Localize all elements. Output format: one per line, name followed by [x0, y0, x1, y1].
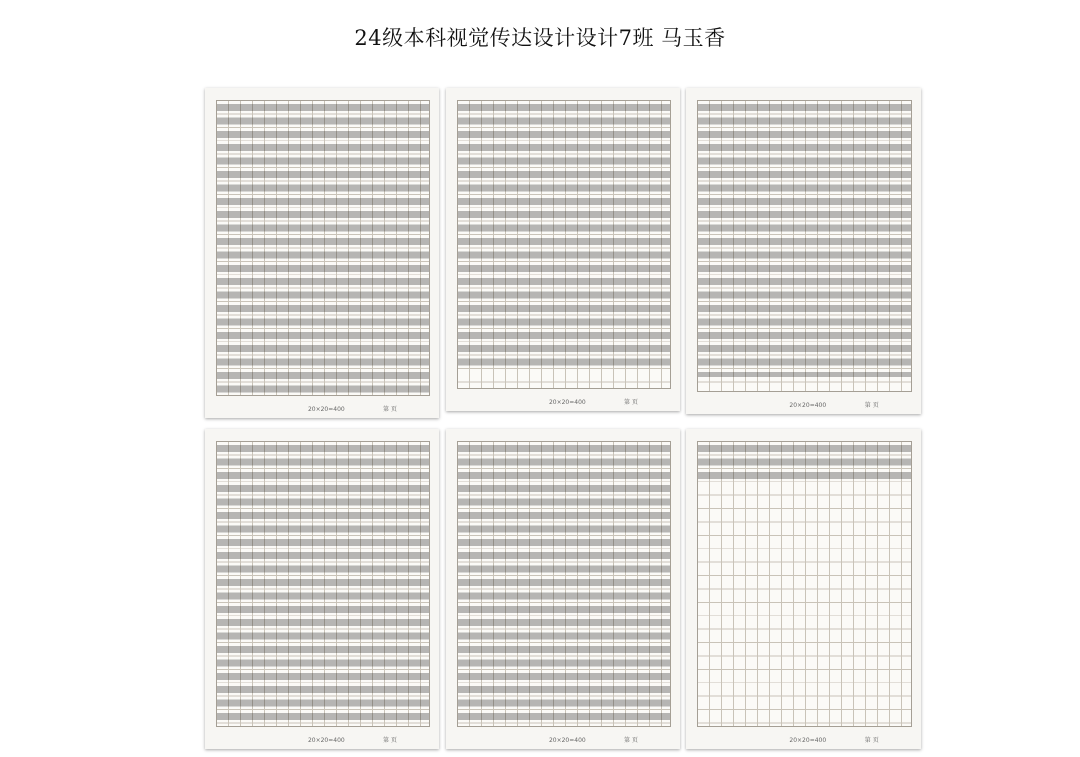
- handwritten-text: [698, 442, 911, 481]
- handwritten-text: [458, 442, 670, 726]
- grid-size-label: 20×20=400: [307, 406, 345, 413]
- page-number-label: 第 页: [623, 399, 638, 406]
- grid-area: [697, 100, 912, 392]
- handwritten-text: [458, 101, 670, 368]
- page-footer: [205, 401, 439, 413]
- essay-page-2: [446, 88, 680, 411]
- essay-page-4: [205, 429, 439, 749]
- essay-page-3: [686, 88, 921, 414]
- grid-area: [216, 441, 430, 727]
- grid-size-label: 20×20=400: [548, 737, 586, 744]
- page-footer: [446, 394, 680, 406]
- grid-size-label: 20×20=400: [307, 737, 345, 744]
- handwritten-text: [698, 101, 911, 377]
- grid-area: [457, 441, 671, 727]
- grid-size-label: 20×20=400: [548, 399, 586, 406]
- page-number-label: 第 页: [382, 737, 397, 744]
- page-footer: [205, 732, 439, 744]
- page-footer: [686, 397, 921, 409]
- grid-area: [457, 100, 671, 389]
- essay-page-5: [446, 429, 680, 749]
- essay-page-1: [205, 88, 439, 418]
- grid-area: [697, 441, 912, 727]
- grid-area: [216, 100, 430, 396]
- document-title: 24级本科视觉传达设计设计7班 马玉香: [354, 26, 726, 50]
- grid-size-label: 20×20=400: [789, 402, 827, 409]
- page-footer: [446, 732, 680, 744]
- page-number-label: 第 页: [623, 737, 638, 744]
- grid-size-label: 20×20=400: [789, 737, 827, 744]
- essay-page-6: [686, 429, 921, 749]
- page-number-label: 第 页: [864, 737, 879, 744]
- handwritten-text: [217, 101, 429, 395]
- page-number-label: 第 页: [864, 402, 879, 409]
- handwritten-text: [217, 442, 429, 726]
- page-footer: [686, 732, 921, 744]
- page-number-label: 第 页: [382, 406, 397, 413]
